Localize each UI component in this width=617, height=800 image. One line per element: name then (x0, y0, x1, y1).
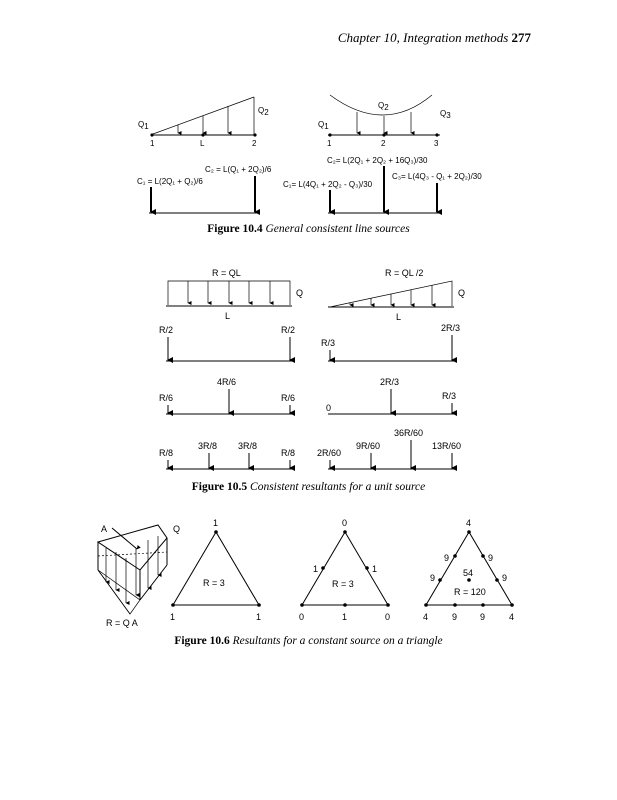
fig106-t2-r: R = 3 (332, 579, 354, 589)
fig105-left-diagram (159, 268, 303, 469)
fig106-t3-b2: 9 (452, 612, 458, 622)
fig106-t3-top: 4 (466, 518, 472, 528)
fig106-t3-b1: 4 (423, 612, 429, 622)
fig105-right-c1: 2R/60 (317, 448, 342, 458)
fig105-right-c2: 9R/60 (356, 441, 381, 451)
fig104-right-c1: C₁= L(4Q₁ + 2Q₂ - Q₃)/30 (283, 180, 373, 189)
fig106-t1-r: R = 3 (203, 578, 225, 588)
fig105-right-resultant: R = QL /2 (385, 268, 424, 278)
fig105-right-b2: 2R/3 (380, 377, 400, 387)
fig106-t3-r: R = 120 (454, 587, 486, 597)
fig105-right-a2: 2R/3 (441, 323, 461, 333)
fig106-t2-br: 0 (385, 612, 391, 622)
fig105-right-c3: 36R/60 (394, 428, 424, 438)
fig104-right-q3: Q3 (440, 109, 451, 120)
fig104-right-node2: 2 (381, 139, 386, 148)
fig106-prism-r: R = Q A (106, 618, 138, 628)
fig105-left-c1: R/8 (159, 448, 174, 458)
fig104-left-c2: C₂ = L(Q₁ + 2Q₂)/6 (205, 165, 272, 174)
fig106-t3-ll: 9 (430, 573, 436, 583)
fig105-caption: Figure 10.5 Consistent resultants for a unit source (191, 481, 426, 493)
fig105-right-l: L (396, 312, 402, 322)
fig104-left-nodeL: L (200, 139, 205, 148)
fig104-right-diagram (283, 95, 482, 213)
fig105-left-c4: R/8 (281, 448, 296, 458)
fig106-t1-top: 1 (213, 518, 219, 528)
fig106-triangle-2 (299, 518, 390, 622)
fig106-t3-center: 54 (463, 568, 474, 578)
fig105-left-b1: R/6 (159, 393, 174, 403)
fig106-t3-b4: 4 (509, 612, 515, 622)
fig104-left-q1: Q1 (138, 120, 149, 131)
fig106-t3-b3: 9 (480, 612, 486, 622)
fig106-t2-mr: 1 (372, 564, 378, 574)
fig106-prism-diagram (98, 524, 180, 628)
fig105-left-c2: 3R/8 (198, 441, 218, 451)
fig105-left-resultant: R = QL (212, 268, 241, 278)
fig104-caption: Figure 10.4 General consistent line sources (207, 223, 410, 235)
fig105-left-b3: R/6 (281, 393, 296, 403)
fig104-right-node1: 1 (327, 139, 332, 148)
fig105-right-q: Q (458, 288, 466, 298)
fig105-left-l: L (225, 311, 231, 321)
fig106-t2-ml: 1 (313, 564, 319, 574)
fig106-t3-lr: 9 (502, 573, 508, 583)
page-header: Chapter 10, Integration methods 277 (337, 30, 531, 45)
fig105-right-diagram (317, 268, 465, 469)
fig104-right-q2: Q2 (378, 101, 389, 112)
fig106-triangle-3 (423, 518, 514, 622)
fig106-t3-ur: 9 (488, 553, 494, 563)
fig104-left-q2: Q2 (258, 106, 269, 117)
fig104-right-q1: Q1 (318, 120, 329, 131)
fig106-t1-bl: 1 (170, 612, 176, 622)
fig104-right-node3: 3 (434, 139, 439, 148)
fig106-t2-bm: 1 (342, 612, 348, 622)
fig105-left-b2: 4R/6 (217, 377, 237, 387)
fig106-prism-q: Q (173, 524, 181, 534)
fig106-prism-a: A (101, 524, 108, 534)
fig106-t3-ul: 9 (444, 553, 450, 563)
fig105-left-a1: R/2 (159, 325, 174, 335)
fig104-left-node1: 1 (150, 139, 155, 148)
fig104-right-c3: C₃= L(4Q₃ - Q₁ + 2Q₂)/30 (392, 172, 482, 181)
fig105-left-a2: R/2 (281, 325, 296, 335)
fig106-caption: Figure 10.6 Resultants for a constant source on a triangle (174, 635, 443, 647)
fig106-t1-br: 1 (256, 612, 262, 622)
fig105-left-c3: 3R/8 (238, 441, 258, 451)
fig104-left-node2: 2 (252, 139, 257, 148)
fig105-right-c4: 13R/60 (432, 441, 462, 451)
fig106-triangle-1 (170, 518, 261, 622)
fig104-right-c2: C₂= L(2Q₁ + 2Q₂ + 16Q₃)/30 (327, 156, 428, 165)
fig105-left-q: Q (296, 288, 304, 298)
fig105-right-a1: R/3 (321, 338, 336, 348)
fig105-right-b3: R/3 (442, 391, 457, 401)
fig106-t2-bl: 0 (299, 612, 305, 622)
fig105-right-b1: 0 (326, 403, 332, 413)
fig106-t2-top: 0 (342, 518, 348, 528)
fig104-left-c1: C₁ = L(2Q₁ + Q₂)/6 (137, 177, 203, 186)
fig104-left-diagram (137, 97, 272, 213)
